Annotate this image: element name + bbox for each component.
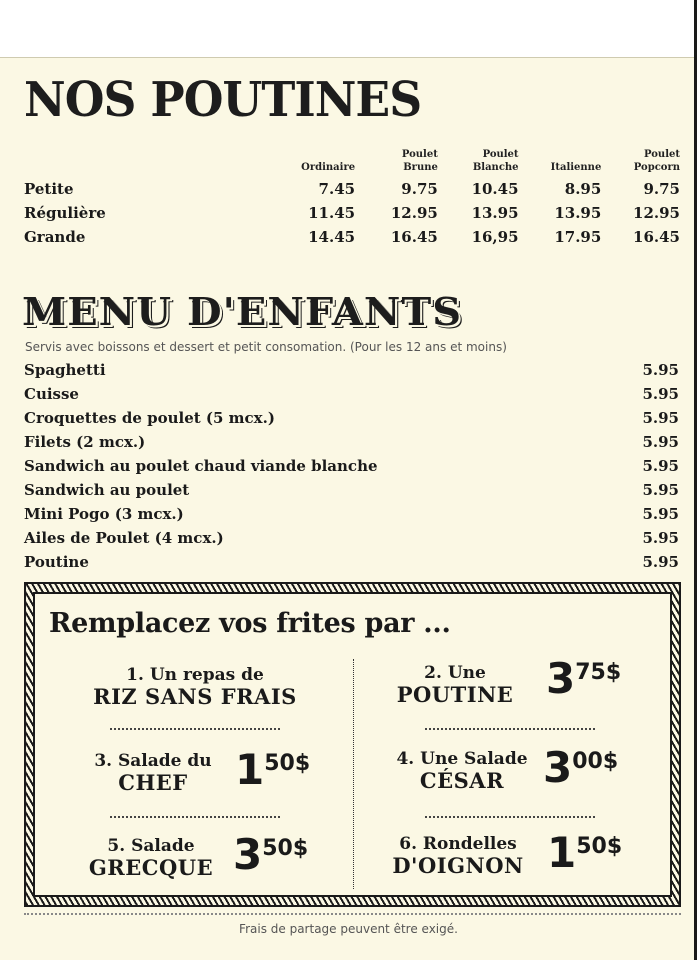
table-row — [24, 201, 680, 225]
offer-salade-cesar — [377, 750, 547, 792]
list-item — [24, 526, 679, 550]
price-cell: 12.95 — [390, 204, 438, 222]
enfants-list — [24, 358, 679, 574]
offer-salade-chef — [73, 752, 233, 794]
price-cell: 13.95 — [471, 204, 519, 222]
offer-line2: CHEF — [118, 770, 188, 795]
offer-line2: GRECQUE — [88, 855, 214, 880]
dotted-divider — [110, 728, 280, 730]
offer-price: 150$ — [547, 828, 623, 877]
offer-line2: POUTINE — [396, 682, 514, 707]
dotted-divider — [110, 816, 280, 818]
price-cell: 8.95 — [564, 180, 602, 198]
enfants-title: MENU D'ENFANTS — [22, 289, 463, 334]
column-divider — [353, 659, 354, 889]
item-name: Croquettes de poulet (5 mcx.) — [24, 409, 275, 427]
offer-rondelles-oignon — [373, 835, 543, 877]
column-header: Italienne — [550, 162, 602, 173]
column-header: Poulet Popcorn — [633, 149, 680, 173]
frites-box-inner — [33, 592, 672, 897]
offer-line1: 4. Une Salade — [396, 749, 528, 769]
list-item — [24, 454, 679, 478]
price-cell: 9.75 — [401, 180, 438, 198]
list-item — [24, 358, 679, 382]
offer-line1: 6. Rondelles — [399, 834, 517, 854]
offer-line1: 1. Un repas de — [126, 665, 264, 685]
poutines-title: NOS POUTINES — [24, 72, 422, 128]
column-header: Ordinaire — [301, 162, 356, 173]
size-label: Régulière — [24, 204, 106, 222]
item-name: Ailes de Poulet (4 mcx.) — [24, 529, 224, 547]
price-cell: 16.45 — [633, 228, 680, 246]
footnote: Frais de partage peuvent être exigé. — [239, 922, 458, 936]
offer-price: 375$ — [546, 654, 622, 703]
item-price: 5.95 — [642, 505, 679, 523]
offer-poutine — [370, 664, 540, 706]
price-cell: 9.75 — [643, 180, 680, 198]
item-price: 5.95 — [642, 361, 679, 379]
list-item — [24, 430, 679, 454]
column-header: Poulet Blanche — [472, 149, 519, 173]
size-label: Petite — [24, 180, 74, 198]
item-name: Spaghetti — [24, 361, 106, 379]
list-item — [24, 478, 679, 502]
table-row — [24, 225, 680, 249]
size-label: Grande — [24, 228, 86, 246]
price-cell: 12.95 — [633, 204, 680, 222]
item-price: 5.95 — [642, 529, 679, 547]
item-name: Filets (2 mcx.) — [24, 433, 146, 451]
price-cell: 13.95 — [554, 204, 602, 222]
table-row — [24, 177, 680, 201]
price-cell: 14.45 — [308, 228, 356, 246]
offer-price: 150$ — [235, 745, 311, 794]
dotted-divider — [425, 816, 595, 818]
offer-salade-grecque — [71, 837, 231, 879]
price-cell: 16,95 — [471, 228, 519, 246]
offer-price: 350$ — [233, 830, 309, 879]
frites-title: Remplacez vos frites par ... — [49, 608, 451, 639]
item-price: 5.95 — [642, 481, 679, 499]
item-name: Sandwich au poulet — [24, 481, 190, 499]
item-name: Mini Pogo (3 mcx.) — [24, 505, 184, 523]
price-cell: 11.45 — [308, 204, 356, 222]
column-header: Poulet Brune — [401, 149, 438, 173]
price-cell: 16.45 — [390, 228, 438, 246]
offer-line1: 3. Salade du — [94, 751, 212, 771]
price-cell: 17.95 — [554, 228, 602, 246]
poutines-header-row — [24, 148, 680, 177]
poutines-price-table — [24, 148, 680, 249]
item-price: 5.95 — [642, 409, 679, 427]
offer-line1: 5. Salade — [107, 836, 195, 856]
item-name: Poutine — [24, 553, 89, 571]
item-price: 5.95 — [642, 457, 679, 475]
price-cell: 10.45 — [471, 180, 519, 198]
list-item — [24, 406, 679, 430]
frites-substitution-box — [24, 582, 681, 907]
item-name: Cuisse — [24, 385, 79, 403]
offer-line1: 2. Une — [424, 663, 486, 683]
offer-price: 300$ — [543, 743, 619, 792]
item-price: 5.95 — [642, 433, 679, 451]
offer-line2: CÉSAR — [419, 768, 505, 793]
offer-riz — [55, 666, 335, 708]
offer-line2: RIZ SANS FRAIS — [93, 684, 297, 709]
offer-line2: D'OIGNON — [392, 853, 524, 878]
list-item — [24, 550, 679, 574]
price-cell: 7.45 — [318, 180, 356, 198]
footer-dotted-divider — [24, 913, 681, 915]
list-item — [24, 502, 679, 526]
list-item — [24, 382, 679, 406]
dotted-divider — [425, 728, 595, 730]
enfants-subtitle: Servis avec boissons et dessert et petit consomation. (Pour les 12 ans et moins) — [25, 340, 507, 354]
item-price: 5.95 — [642, 553, 679, 571]
item-name: Sandwich au poulet chaud viande blanche — [24, 457, 378, 475]
item-price: 5.95 — [642, 385, 679, 403]
